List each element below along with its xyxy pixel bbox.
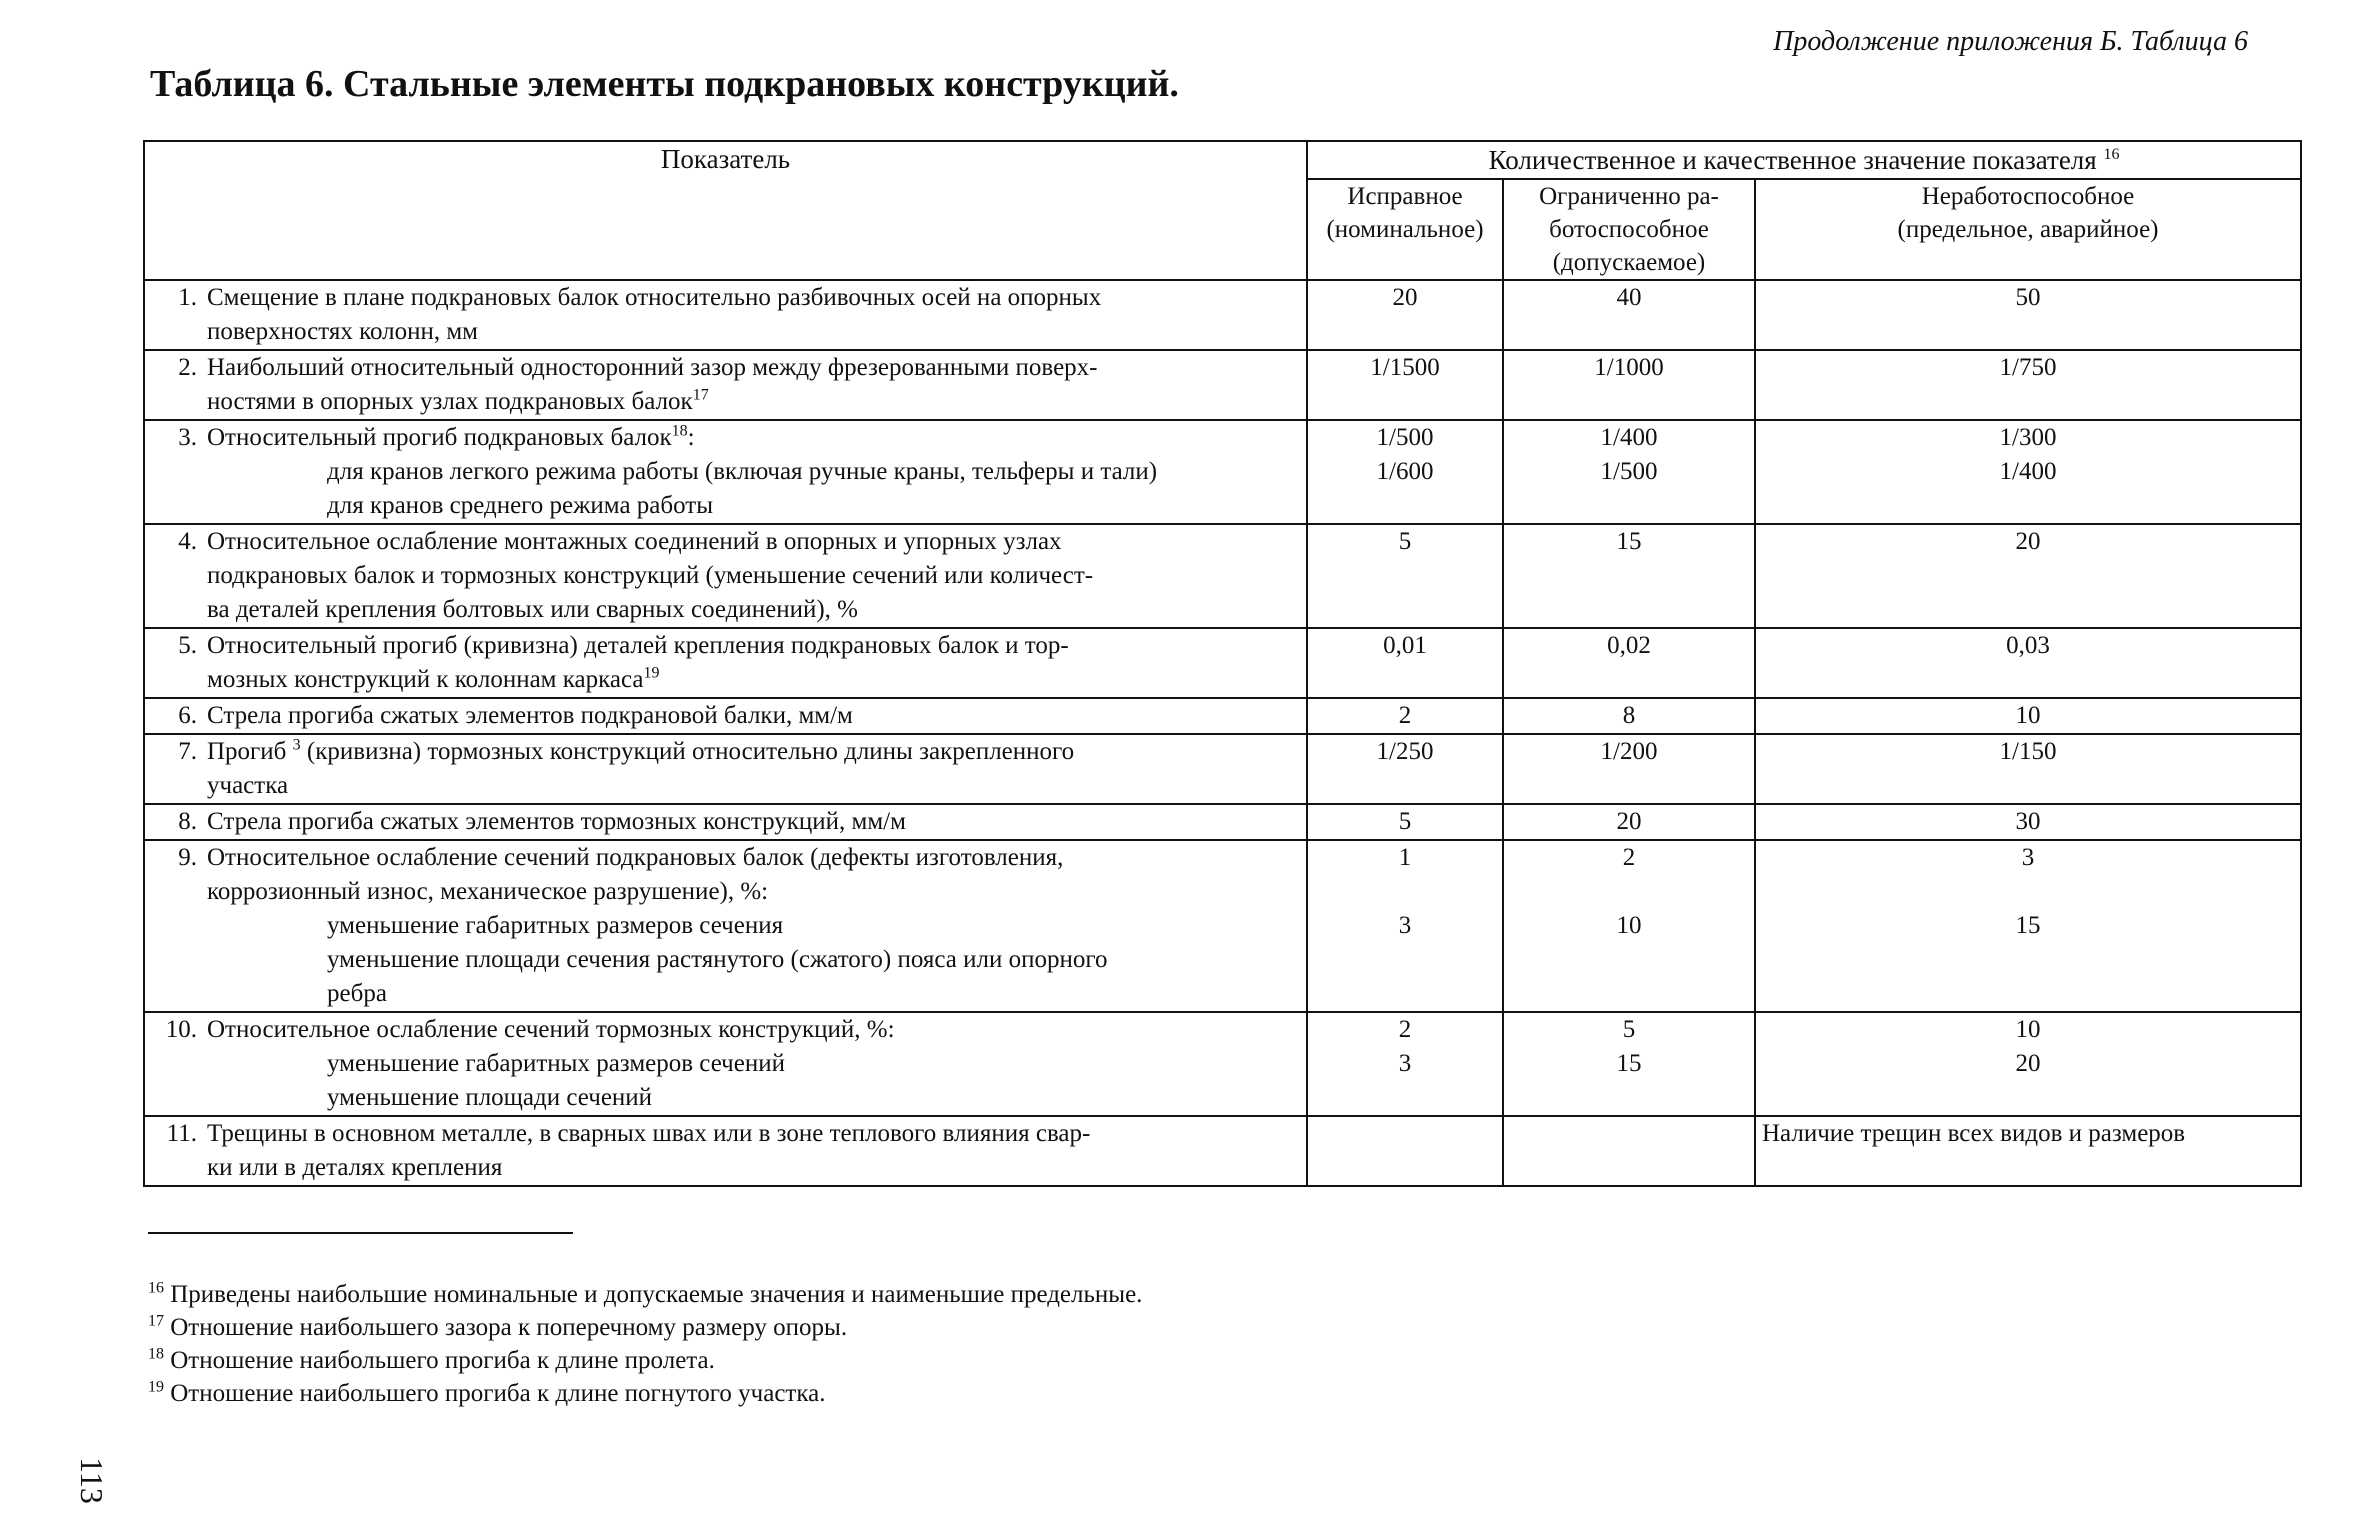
table-row bbox=[144, 350, 2301, 420]
table-row bbox=[144, 1012, 2301, 1116]
value-faulty: 10 bbox=[1755, 698, 2301, 734]
table-row bbox=[144, 734, 2301, 804]
value-limited: 0,02 bbox=[1503, 628, 1755, 698]
table-row bbox=[144, 524, 2301, 628]
table-row bbox=[144, 698, 2301, 734]
value-normal: 5 bbox=[1307, 804, 1503, 840]
value-faulty: 10 20 bbox=[1755, 1012, 2301, 1116]
col-header-faulty: Неработоспособное (предельное, аварийное) bbox=[1755, 179, 2301, 280]
indicator-cell: 6. Стрела прогиба сжатых элементов подкрановой балки, мм/м bbox=[144, 698, 1307, 734]
value-normal: 20 bbox=[1307, 280, 1503, 350]
value-normal: 1/250 bbox=[1307, 734, 1503, 804]
indicator-cell: 9. Относительное ослабление сечений подкрановых балок (дефекты изготовления, коррозионный износ, механическое разрушение), %: уменьшение габаритных размеров сечения уменьшение площади сечения растянутого (сжатого) пояса или опорного ребра bbox=[144, 840, 1307, 1012]
running-header: Продолжение приложения Б. Таблица 6 bbox=[1773, 26, 2248, 57]
value-faulty: 20 bbox=[1755, 524, 2301, 628]
value-limited: 8 bbox=[1503, 698, 1755, 734]
page-number: 113 bbox=[73, 1457, 110, 1504]
table-row bbox=[144, 1116, 2301, 1186]
header-row-1 bbox=[144, 141, 2301, 179]
footnotes bbox=[148, 1278, 1142, 1410]
footnote: $^{19}$ Отношение наибольшего прогиба к длине погнутого участка. bbox=[148, 1378, 826, 1407]
indicator-cell: 7. Прогиб $^3$ (кривизна) тормозных конструкций относительно длины закрепленного участка bbox=[144, 734, 1307, 804]
value-normal: 1/1500 bbox=[1307, 350, 1503, 420]
footnote: $^{18}$ Отношение наибольшего прогиба к длине пролета. bbox=[148, 1345, 715, 1374]
col-header-indicator: Показатель bbox=[144, 141, 1307, 280]
indicator-cell: 5. Относительный прогиб (кривизна) деталей крепления подкрановых балок и тор- мозных конструкций к колоннам каркаса$^{19}$ bbox=[144, 628, 1307, 698]
col-header-group: Количественное и качественное значение показателя $^{16}$ bbox=[1307, 141, 2301, 179]
value-faulty: 0,03 bbox=[1755, 628, 2301, 698]
table-row bbox=[144, 420, 2301, 524]
value-limited bbox=[1503, 1116, 1755, 1186]
col-header-normal: Исправное (номинальное) bbox=[1307, 179, 1503, 280]
value-faulty: 1/300 1/400 bbox=[1755, 420, 2301, 524]
footnote: $^{16}$ Приведены наибольшие номинальные и допускаемые значения и наименьшие предельные. bbox=[148, 1279, 1143, 1308]
value-limited: 20 bbox=[1503, 804, 1755, 840]
table-row bbox=[144, 804, 2301, 840]
col-header-limited: Ограниченно ра- ботоспособное (допускаемое) bbox=[1503, 179, 1755, 280]
indicator-cell: 3. Относительный прогиб подкрановых балок$^{18}$: для кранов легкого режима работы (включая ручные краны, тельферы и тали) для кранов среднего режима работы bbox=[144, 420, 1307, 524]
indicator-cell: 1. Смещение в плане подкрановых балок относительно разбивочных осей на опорных поверхностях колонн, мм bbox=[144, 280, 1307, 350]
table-title: Таблица 6. Стальные элементы подкрановых конструкций. bbox=[150, 63, 1179, 105]
footnote-divider bbox=[148, 1232, 573, 1234]
value-faulty: 30 bbox=[1755, 804, 2301, 840]
value-faulty: Наличие трещин всех видов и размеров bbox=[1755, 1116, 2301, 1186]
value-faulty: 50 bbox=[1755, 280, 2301, 350]
table-row bbox=[144, 628, 2301, 698]
table-row bbox=[144, 280, 2301, 350]
value-normal: 5 bbox=[1307, 524, 1503, 628]
indicators-table bbox=[143, 140, 2302, 1187]
value-limited: 5 15 bbox=[1503, 1012, 1755, 1116]
value-normal: 1/500 1/600 bbox=[1307, 420, 1503, 524]
indicator-cell: 8. Стрела прогиба сжатых элементов тормозных конструкций, мм/м bbox=[144, 804, 1307, 840]
table-row bbox=[144, 840, 2301, 1012]
value-limited: 40 bbox=[1503, 280, 1755, 350]
value-normal: 2 3 bbox=[1307, 1012, 1503, 1116]
value-limited: 1/200 bbox=[1503, 734, 1755, 804]
indicator-cell: 10. Относительное ослабление сечений тормозных конструкций, %: уменьшение габаритных размеров сечений уменьшение площади сечений bbox=[144, 1012, 1307, 1116]
value-normal: 1 3 bbox=[1307, 840, 1503, 1012]
value-normal: 2 bbox=[1307, 698, 1503, 734]
value-limited: 1/400 1/500 bbox=[1503, 420, 1755, 524]
value-limited: 15 bbox=[1503, 524, 1755, 628]
value-faulty: 1/150 bbox=[1755, 734, 2301, 804]
indicator-cell: 2. Наибольший относительный односторонний зазор между фрезерованными поверх- ностями в опорных узлах подкрановых балок$^{17}$ bbox=[144, 350, 1307, 420]
indicator-cell: 4. Относительное ослабление монтажных соединений в опорных и упорных узлах подкрановых балок и тормозных конструкций (уменьшение сечений или количест- ва деталей крепления болтовых или сварных соединений), % bbox=[144, 524, 1307, 628]
value-limited: 1/1000 bbox=[1503, 350, 1755, 420]
footnote: $^{17}$ Отношение наибольшего зазора к поперечному размеру опоры. bbox=[148, 1312, 848, 1341]
value-normal: 0,01 bbox=[1307, 628, 1503, 698]
indicator-cell: 11. Трещины в основном металле, в сварных швах или в зоне теплового влияния свар- ки или в деталях крепления bbox=[144, 1116, 1307, 1186]
value-faulty: 3 15 bbox=[1755, 840, 2301, 1012]
value-faulty: 1/750 bbox=[1755, 350, 2301, 420]
value-limited: 2 10 bbox=[1503, 840, 1755, 1012]
value-normal bbox=[1307, 1116, 1503, 1186]
